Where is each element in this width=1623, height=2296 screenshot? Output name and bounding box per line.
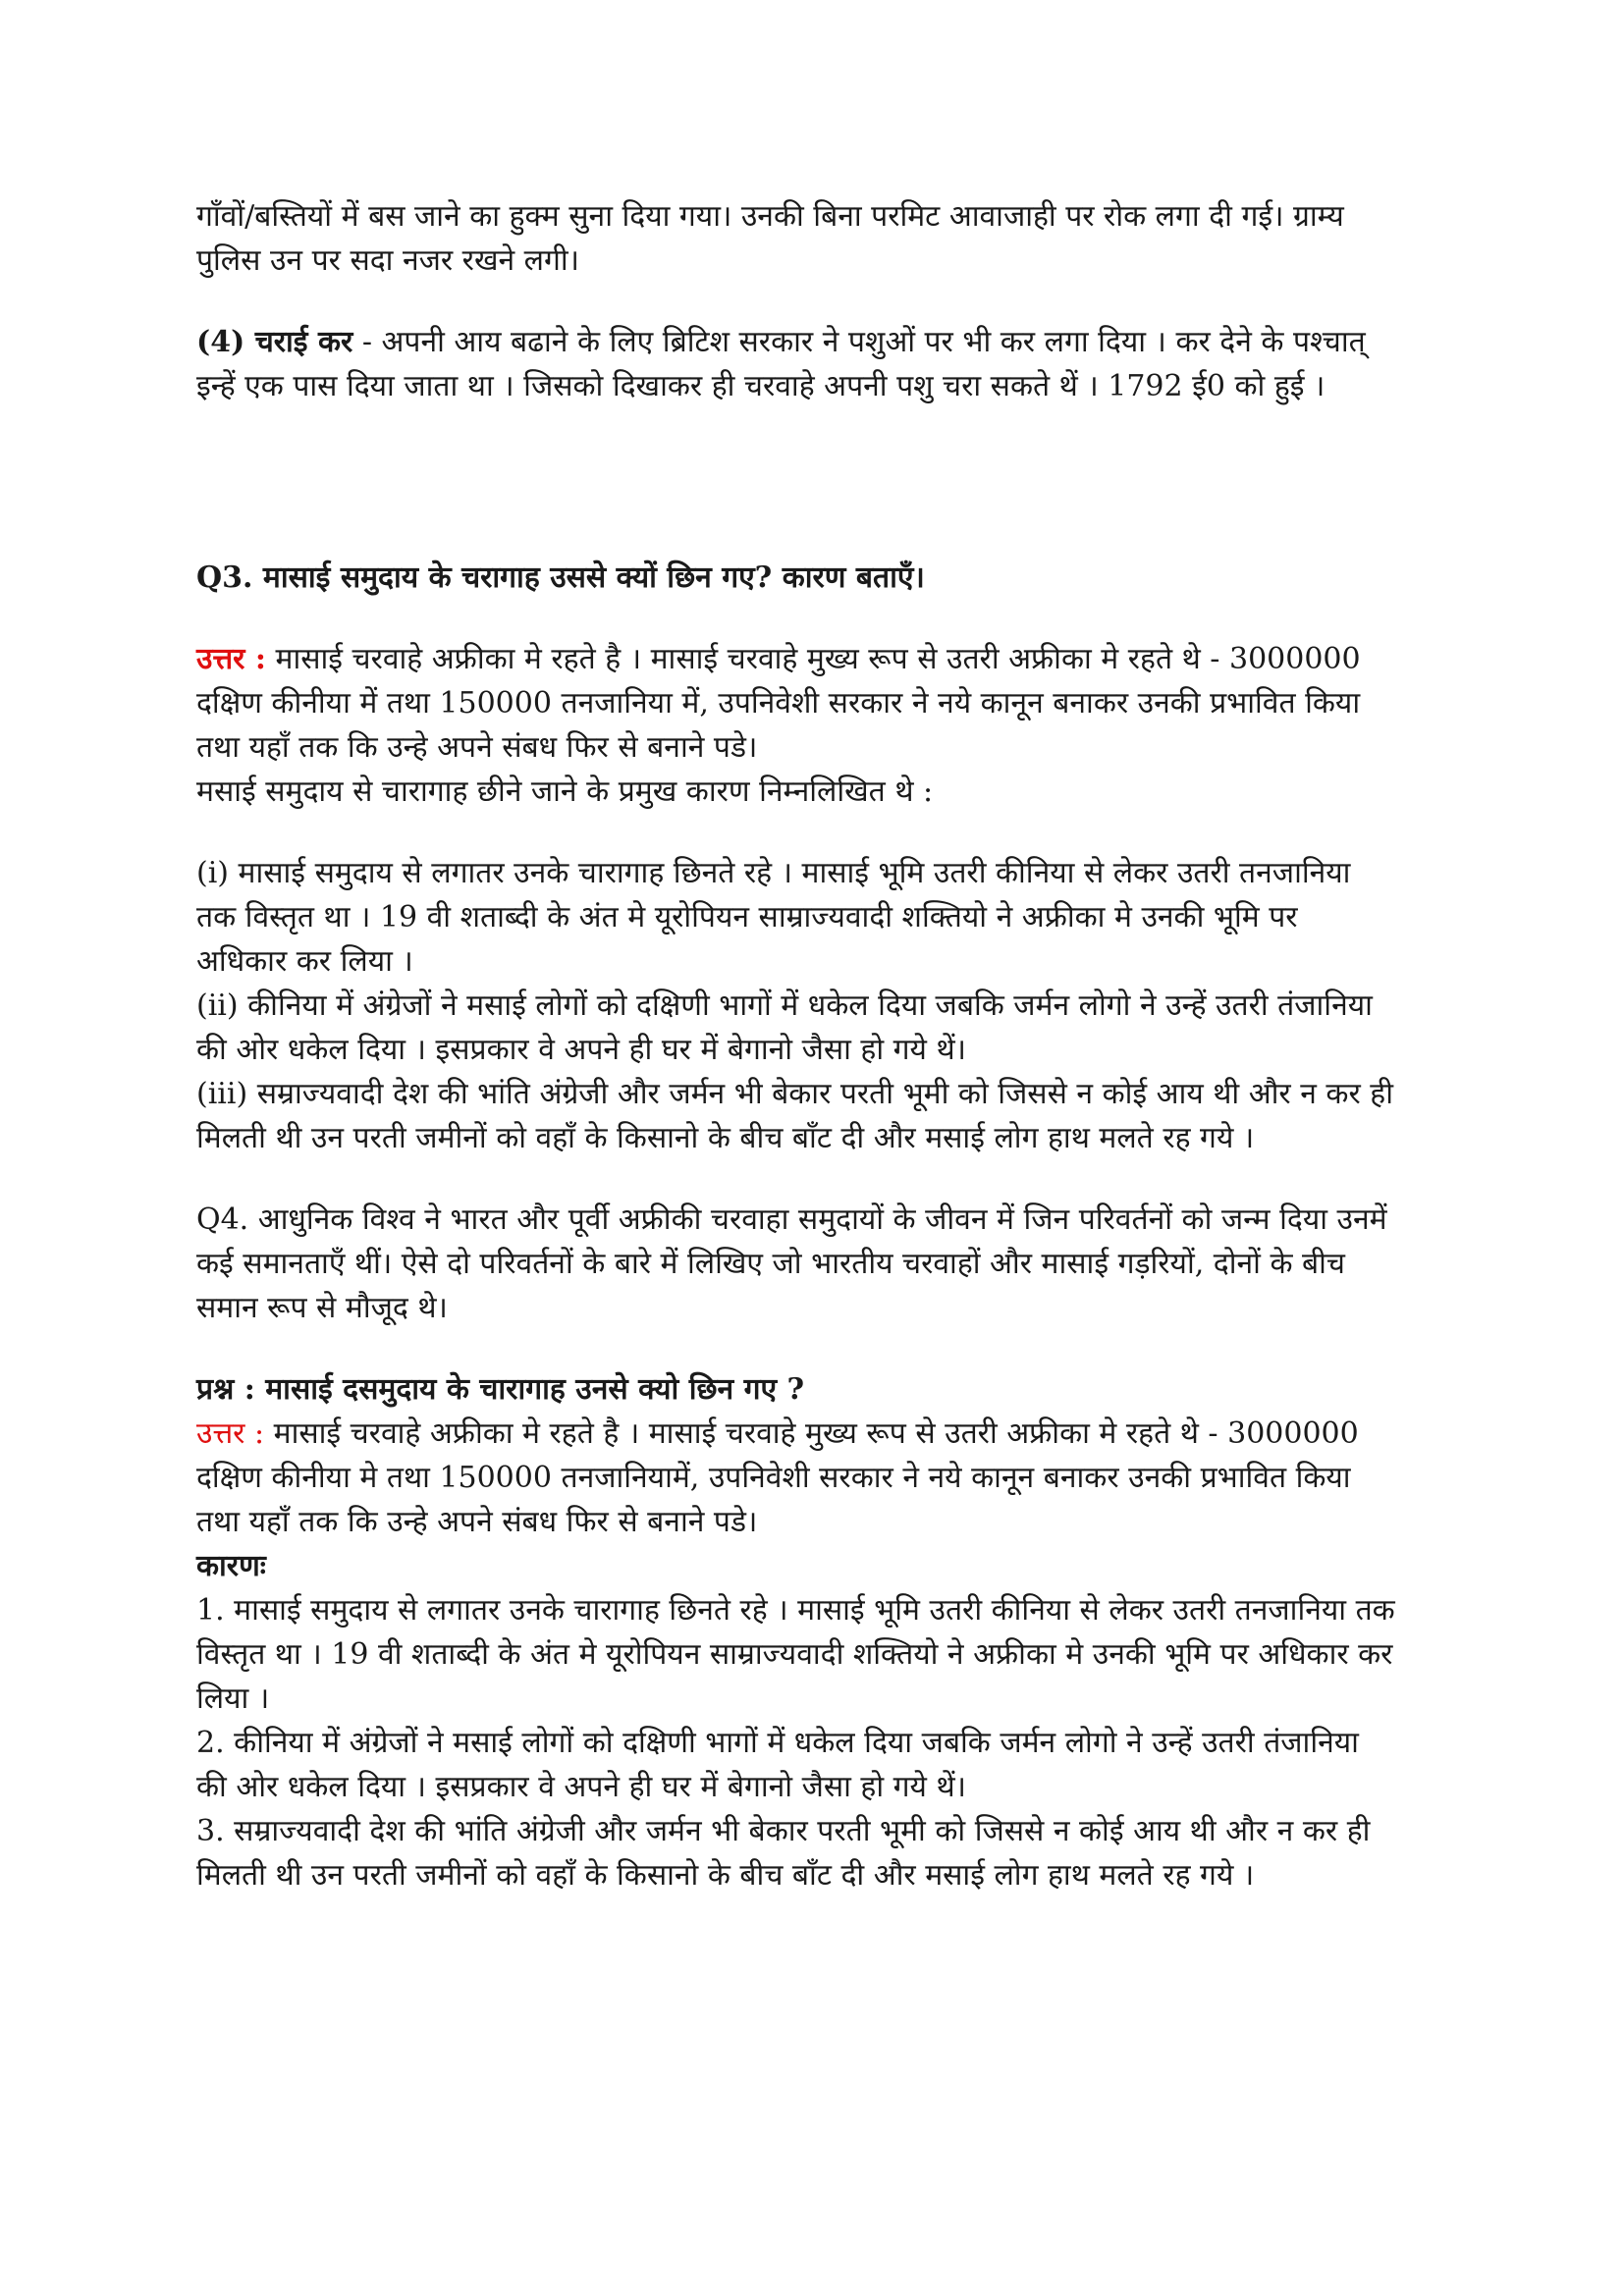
answer-masai: [196, 1412, 1397, 1544]
question-q3: Q3. मासाई समुदाय के चरागाह उससे क्यों छिन गए? कारण बताएँ।: [196, 561, 925, 595]
answer-q3: [196, 637, 1397, 770]
question-masai: प्रश्न : मासाई दसमुदाय के चारागाह उनसे क्यो छिन गए ?: [196, 1372, 805, 1407]
reason-item: (i) मासाई समुदाय से लगातर उनके चारागाह छिनते रहे । मासाई भूमि उतरी कीनिया से लेकर उतरी तनजानिया तक विस्तृत था । 19 वी शताब्दी के अंत मे यूरोपियन साम्राज्यवादी शक्तियो ने अफ्रीका मे उनकी भूमि पर अधिकार कर लिया ।: [196, 856, 1351, 979]
grazing-tax-text: - अपनी आय बढाने के लिए ब्रिटिश सरकार ने पशुओं पर भी कर लगा दिया । कर देने के पश्चात् इन्हें एक पास दिया जाता था । जिसको दिखाकर ही चरवाहे अपनी पशु चरा सकते थें । 1792 ई0 को हुई ।: [196, 325, 1366, 403]
reason-item: (ii) कीनिया में अंग्रेजों ने मसाई लोगों को दक्षिणी भागों में धकेल दिया जबकि जर्मन लोगो ने उन्हें उतरी तंजानिया की ओर धकेल दिया । इसप्रकार वे अपने ही घर में बेगानो जैसा हो गये थें।: [196, 988, 1373, 1067]
reason-item: (iii) सम्राज्यवादी देश की भांति अंग्रेजी और जर्मन भी बेकार परती भूमी को जिससे न कोई आय थी और न कर ही मिलती थी उन परती जमीनों को वहाँ के किसानो के बीच बाँट दी और मसाई लोग हाथ मलते रह गये ।: [196, 1077, 1393, 1155]
reason-item: 3. सम्राज्यवादी देश की भांति अंग्रेजी और जर्मन भी बेकार परती भूमी को जिससे न कोई आय थी और न कर ही मिलती थी उन परती जमीनों को वहाँ के किसानो के बीच बाँट दी और मसाई लोग हाथ मलते रह गये ।: [196, 1814, 1371, 1893]
answer-text: मासाई चरवाहे अफ्रीका मे रहते है । मासाई चरवाहे मुख्य रूप से उतरी अफ्रीका मे रहते थे - 3000000 दक्षिण कीनीया में तथा 150000 तनजानिया में, उपनिवेशी सरकार ने नये कानून बनाकर उनकी प्रभावित किया तथा यहाँ तक कि उन्हे अपने संबध फिर से बनाने पडे।: [196, 642, 1361, 765]
reason-item: 1. मासाई समुदाय से लगातर उनके चारागाह छिनते रहे । मासाई भूमि उतरी कीनिया से लेकर उतरी तनजानिया तक विस्तृत था । 19 वी शताब्दी के अंत मे यूरोपियन साम्राज्यवादी शक्तियो ने अफ्रीका मे उनकी भूमि पर अधिकार कर लिया ।: [196, 1593, 1395, 1716]
paragraph-settlement: गाँवों/बस्तियों में बस जाने का हुक्म सुना दिया गया। उनकी बिना परमिट आवाजाही पर रोक लगा दी गई। ग्राम्य पुलिस उन पर सदा नजर रखने लगी।: [196, 199, 1344, 278]
reason-item: 2. कीनिया में अंग्रेजों ने मसाई लोगों को दक्षिणी भागों में धकेल दिया जबकि जर्मन लोगो ने उन्हें उतरी तंजानिया की ओर धकेल दिया । इसप्रकार वे अपने ही घर में बेगानो जैसा हो गये थें।: [196, 1726, 1359, 1804]
answer-text: मासाई चरवाहे अफ्रीका मे रहते है । मासाई चरवाहे मुख्य रूप से उतरी अफ्रीका मे रहते थे - 3000000 दक्षिण कीनीया मे तथा 150000 तनजानियामें, उपनिवेशी सरकार ने नये कानून बनाकर उनकी प्रभावित किया तथा यहाँ तक कि उन्हे अपने संबध फिर से बनाने पडे।: [196, 1416, 1359, 1539]
answer-label: उत्तर :: [196, 1416, 265, 1451]
grazing-tax-label: (4) चराई कर: [196, 325, 353, 359]
answer-intro: मसाई समुदाय से चारागाह छीने जाने के प्रमुख कारण निम्नलिखित थे :: [196, 774, 934, 809]
question-q4: Q4. आधुनिक विश्व ने भारत और पूर्वी अफ्रीकी चरवाहा समुदायों के जीवन में जिन परिवर्तनों को जन्म दिया उनमें कई समानताएँ थीं। ऐसे दो परिवर्तनों के बारे में लिखिए जो भारतीय चरवाहों और मासाई गड़रियों, दोनों के बीच समान रूप से मौजूद थे।: [196, 1202, 1387, 1325]
paragraph-grazing-tax: [196, 320, 1397, 408]
reasons-label: कारणः: [196, 1549, 266, 1583]
answer-label: उत्तर :: [196, 642, 266, 676]
